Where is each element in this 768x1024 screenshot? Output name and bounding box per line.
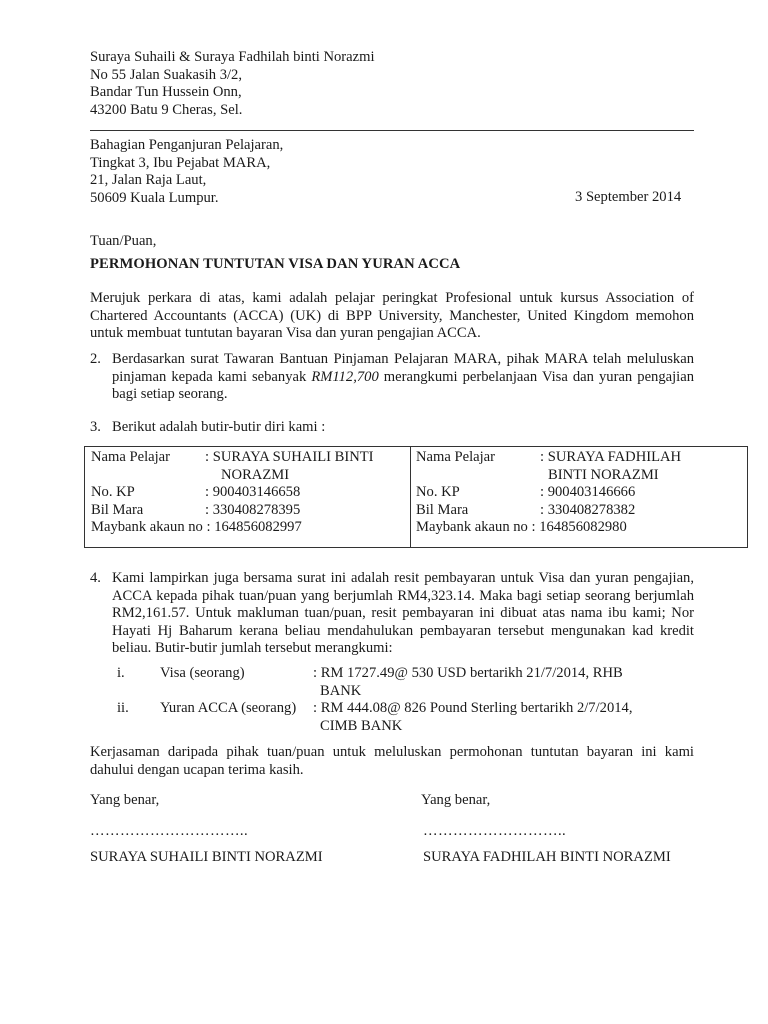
- point-2-text-after: merangkumi perbelanjaan Visa dan yuran pengajian bagi setiap seorang.: [112, 368, 695, 402]
- payment-item: [117, 700, 677, 735]
- point-3-text: Berikut adalah butir-butir diri kami :: [112, 419, 326, 435]
- mara-row: [416, 502, 746, 520]
- mara-value: : 330408278395: [205, 501, 301, 518]
- point-4: [90, 570, 694, 658]
- item-numeral: i.: [117, 665, 125, 681]
- item-numeral: ii.: [117, 700, 129, 716]
- point-2: [90, 351, 694, 404]
- salutation: Tuan/Puan,: [90, 233, 157, 249]
- point-number: 4.: [90, 570, 101, 586]
- name-cont-row: [91, 467, 411, 485]
- sender-line: Bandar Tun Hussein Onn,: [90, 84, 242, 100]
- point-2-text: [112, 351, 694, 404]
- mara-row: [91, 502, 411, 520]
- item-desc-cont: CIMB BANK: [320, 717, 403, 734]
- recipient-line: 50609 Kuala Lumpur.: [90, 189, 219, 206]
- item-description: [313, 665, 673, 700]
- signature-closing-1: Yang benar,: [90, 792, 160, 808]
- name-label: Nama Pelajar: [416, 449, 496, 465]
- point-4-text: Kami lampirkan juga bersama surat ini adalah resit pembayaran untuk Visa dan yuran pengajian, ACCA kepada pihak tuan/puan yang berjumlah RM4,323.14. Maka bagi setiap seorang berjumlah RM2,161.57. Untuk makluman tuan/puan, resit pembayaran ini dibuat atas nama ibu kami; Nor Hayati Hj Baharum kerana beliau mendahulukan pembayaran tersebut mengunakan kad kredit beliau. Butir-butir jumlah tersebut merangkumi:: [112, 570, 694, 656]
- point-3: [90, 419, 694, 437]
- closing-paragraph: Kerjasaman daripada pihak tuan/puan untuk meluluskan permohonan tuntutan bayaran ini kami dahului dengan ucapan terima kasih.: [90, 744, 694, 778]
- recipient-line: 21, Jalan Raja Laut,: [90, 172, 207, 188]
- mara-label: Bil Mara: [91, 501, 144, 518]
- item-description: [313, 700, 673, 735]
- sender-line: Suraya Suhaili & Suraya Fadhilah binti Norazmi: [90, 49, 375, 65]
- kp-label: No. KP: [91, 484, 135, 500]
- signature-line-2: ………………………..: [423, 823, 567, 839]
- recipient-line: Tingkat 3, Ibu Pejabat MARA,: [90, 154, 271, 171]
- name-row: [416, 449, 746, 467]
- loan-amount: RM112,700: [311, 368, 379, 385]
- name-value-cont: BINTI NORAZMI: [548, 466, 659, 483]
- letter-subject: PERMOHONAN TUNTUTAN VISA DAN YURAN ACCA: [90, 256, 461, 272]
- account-row: [416, 519, 746, 537]
- paragraph-intro: Merujuk perkara di atas, kami adalah pelajar peringkat Profesional untuk kursus Association of Chartered Accountants (ACCA) (UK) di BPP University, Manchester, United Kingdom memohon untuk membuat tuntutan bayaran Visa dan yuran pengajian ACCA.: [90, 290, 694, 341]
- kp-row: [91, 484, 411, 502]
- account-value: : 164856082980: [527, 519, 627, 535]
- address-divider: [90, 130, 694, 131]
- signature-closing-2: Yang benar,: [421, 792, 491, 808]
- name-value-cont: NORAZMI: [221, 466, 290, 483]
- item-desc-cont: BANK: [320, 682, 362, 699]
- student-details-table: [84, 446, 748, 548]
- item-name: Yuran ACCA (seorang): [160, 700, 297, 716]
- mara-value: : 330408278382: [540, 501, 636, 518]
- signatory-name-1: SURAYA SUHAILI BINTI NORAZMI: [90, 849, 323, 865]
- point-number: 2.: [90, 351, 101, 367]
- account-label: Maybank akaun no: [91, 519, 203, 535]
- name-row: [91, 449, 411, 467]
- letter-date: 3 September 2014: [575, 189, 682, 205]
- name-cont-row: [416, 467, 746, 485]
- point-number: 3.: [90, 419, 101, 435]
- name-value: : SURAYA FADHILAH: [540, 449, 682, 465]
- sender-line: 43200 Batu 9 Cheras, Sel.: [90, 101, 243, 118]
- signatory-name-2: SURAYA FADHILAH BINTI NORAZMI: [423, 849, 671, 865]
- student-1-details: [91, 449, 411, 537]
- payment-items: [117, 665, 677, 735]
- sender-address: [90, 49, 375, 119]
- name-value: : SURAYA SUHAILI BINTI: [205, 449, 374, 465]
- account-label: Maybank akaun no: [416, 519, 528, 535]
- account-row: [91, 519, 411, 537]
- recipient-line: Bahagian Penganjuran Pelajaran,: [90, 137, 284, 153]
- point-2-text-before: Berdasarkan surat Tawaran Bantuan Pinjaman Pelajaran MARA, pihak MARA telah meluluskan pinjaman kepada kami sebanyak: [112, 351, 694, 385]
- sender-line: No 55 Jalan Suakasih 3/2,: [90, 66, 243, 83]
- name-label: Nama Pelajar: [91, 449, 171, 465]
- mara-label: Bil Mara: [416, 501, 469, 518]
- kp-row: [416, 484, 746, 502]
- account-value: : 164856082997: [202, 519, 302, 535]
- kp-value: : 900403146666: [540, 484, 636, 500]
- item-name: Visa (seorang): [160, 665, 245, 681]
- kp-value: : 900403146658: [205, 484, 301, 500]
- kp-label: No. KP: [416, 484, 460, 500]
- item-desc-line: : RM 1727.49@ 530 USD bertarikh 21/7/2014, RHB: [313, 665, 623, 681]
- signature-line-1: …………………………..: [90, 823, 249, 839]
- student-2-details: [416, 449, 746, 537]
- item-desc-line: : RM 444.08@ 826 Pound Sterling bertarikh 2/7/2014,: [313, 700, 633, 716]
- payment-item: [117, 665, 677, 700]
- recipient-address: [90, 137, 283, 207]
